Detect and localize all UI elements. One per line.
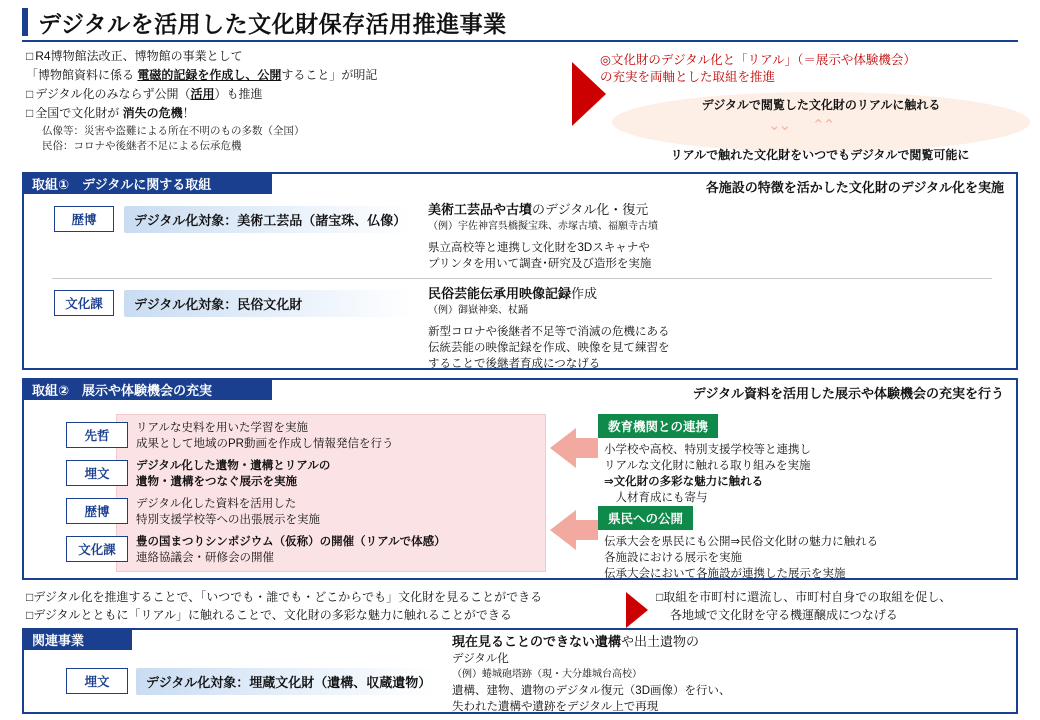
- section-1-headline: 各施設の特徴を活かした文化財のデジタル化を実施: [705, 180, 1004, 195]
- section-2-right-block-1-header: 教育機関との連携: [598, 414, 718, 438]
- red-arrow-small-icon: [626, 592, 648, 628]
- arrow-left-icon-2: [550, 510, 576, 550]
- title-divider: [22, 40, 1018, 42]
- section-2-item-3-text: デジタル化した資料を活用した 特別支援学校等への出張展示を実施: [136, 498, 320, 526]
- intro-bullet-2-underline: 電磁的記録を作成し、公開: [137, 68, 282, 82]
- intro-sub-2: 民俗：コロナや後継者不足による伝承危機: [42, 140, 242, 152]
- chevron-down-icon: ⌄⌄: [768, 117, 790, 134]
- section-2-right-block-1: 教育機関との連携 小学校や高校、特別支援学校等と連携し リアルな文化財に触れる取り組みを実施 ⇒文化財の多彩な魅力に触れる 人材育成にも寄与: [598, 414, 998, 506]
- arrow-left-icon-1: [550, 428, 576, 468]
- intro-bullet-3-underline: 活用: [190, 87, 215, 101]
- bullet-square-icon: □: [26, 49, 34, 63]
- page-title: デジタルを活用した文化財保存活用推進事業: [38, 11, 507, 37]
- section-1-row-1-body-1: 県立高校等と連携し文化財を3Dスキャナや: [428, 242, 650, 254]
- section-3-title-strong: 現在見ることのできない遺構: [452, 634, 622, 649]
- section-3-tab: 関連事業: [22, 628, 132, 650]
- section-2-headline: デジタル資料を活用した展示や体験機会の充実を行う: [692, 386, 1004, 401]
- section-1-row-2-body-3: することで後継者育成につなげる: [428, 358, 601, 370]
- intro-bullets: [26, 48, 586, 154]
- section-1-row-2-example: （例）御嶽神楽、杖踊: [428, 305, 528, 316]
- section-1-row-1-bar: デジタル化対象：美術工芸品（諸宝珠、仏像）: [124, 206, 414, 233]
- section-3-chip: 埋文: [66, 668, 128, 694]
- top-right-line-1: ◎文化財のデジタル化と「リアル」（＝展示や体験機会）: [600, 53, 916, 67]
- intro-sub-1: 仏像等：災害や盗難による所在不明のもの多数（全国）: [42, 125, 305, 137]
- cycle-text-bottom: リアルで触れた文化財をいつでもデジタルで閲覧可能に: [670, 148, 970, 162]
- section-2-item-4-text: 豊の国まつりシンポジウム（仮称）の開催（リアルで体感） 連絡協議会・研修会の開催: [136, 536, 446, 564]
- bullet-square-icon: □: [656, 590, 664, 604]
- section-1-row-2-title-strong: 民俗芸能伝承用映像記録: [428, 286, 572, 301]
- section-3-body-2: 失われた遺構や遺跡をデジタル上で再現: [452, 701, 659, 713]
- intro-bullet-3: □ デジタル化のみならず公開（活用）も推進: [26, 87, 263, 101]
- section-1-row-1-title-strong: 美術工芸品や古墳: [428, 202, 533, 217]
- bullet-square-icon: □: [26, 106, 34, 120]
- section-1-row-2-desc: 民俗芸能伝承用映像記録作成 （例）御嶽神楽、杖踊 新型コロナや後継者不足等で消滅の危機にある 伝統芸能の映像記録を作成、映像を見て練習を することで後継者育成につなげる: [428, 286, 848, 372]
- bottom-note-2: □デジタルとともに「リアル」に触れることで、文化財の多彩な魅力に触れることができる: [26, 608, 512, 622]
- bullet-square-icon: □: [26, 608, 34, 622]
- arrow-2-tail: [576, 520, 598, 540]
- section-1-row-2-body-2: 伝統芸能の映像記録を作成、映像を見て練習を: [428, 342, 670, 354]
- intro-bullet-4-strong: 消失の危機: [122, 106, 183, 120]
- intro-bullet-1: □ R4博物館法改正、博物館の事業として: [26, 49, 243, 63]
- section-2: [22, 378, 1018, 580]
- section-1-row-2-body-1: 新型コロナや後継者不足等で消滅の危機にある: [428, 326, 670, 338]
- section-1-row-1-body-2: プリンタを用いて調査･研究及び造形を実施: [428, 258, 652, 270]
- bullet-square-icon: □: [26, 590, 34, 604]
- bottom-right-note: □取組を市町村に還流し、市町村自身での取組を促し、 各地域で文化財を守る機運醸成につなげる: [656, 590, 952, 622]
- title-accent-bar: [22, 8, 28, 36]
- section-2-item-4-chip: 文化課: [66, 536, 128, 562]
- section-2-item-2-chip: 埋文: [66, 460, 128, 486]
- bottom-note-1: □デジタル化を推進することで、「いつでも・誰でも・どこからでも」文化財を見ることができる: [26, 590, 543, 604]
- bullet-square-icon: □: [26, 87, 34, 101]
- top-right-line-2: の充実を両軸とした取組を推進: [600, 70, 776, 84]
- section-2-item-1-chip: 先哲: [66, 422, 128, 448]
- section-1: [22, 172, 1018, 370]
- section-1-row-1-desc: 美術工芸品や古墳のデジタル化・復元 （例）宇佐神宮呉橋擬宝珠、赤塚古墳、福願寺古墳 県立高校等と連携し文化財を3Dスキャナや プリンタを用いて調査･研究及び造形を実施: [428, 202, 828, 272]
- section-3-desc: 現在見ることのできない遺構や出土遺物の デジタル化 （例）蜷城砲塔跡（現・大分雄城台高校） 遺構、建物、遺物のデジタル復元（3D画像）を行い、 失われた遺構や遺跡をデジタル上で再現: [452, 634, 992, 715]
- section-1-row-2-chip: 文化課: [54, 290, 114, 316]
- section-2-right-block-2-header: 県民への公開: [598, 506, 693, 530]
- intro-bullet-2: 「博物館資料に係る 電磁的記録を作成し、公開すること」が明記: [26, 68, 378, 82]
- bottom-notes: [26, 588, 626, 624]
- section-3-example: （例）蜷城砲塔跡（現・大分雄城台高校）: [452, 669, 642, 680]
- section-2-item-2-text: デジタル化した遺物・遺構とリアルの 遺物・遺構をつなぐ展示を実施: [136, 460, 331, 488]
- section-1-tab: 取組① デジタルに関する取組: [22, 172, 272, 194]
- top-right-statement: [600, 52, 1030, 86]
- section-1-row-1-example: （例）宇佐神宮呉橋擬宝珠、赤塚古墳、福願寺古墳: [428, 221, 658, 232]
- section-1-row-2-bar: デジタル化対象：民俗文化財: [124, 290, 414, 317]
- arrow-1-tail: [576, 438, 598, 458]
- page-title-bar: [0, 6, 1040, 40]
- section-2-item-3-chip: 歴博: [66, 498, 128, 524]
- section-3-bar: デジタル化対象：埋蔵文化財（遺構、収蔵遺物）: [136, 668, 436, 695]
- section-2-tab: 取組② 展示や体験機会の充実: [22, 378, 272, 400]
- section-1-divider: [52, 278, 992, 279]
- section-3-body-1: 遺構、建物、遺物のデジタル復元（3D画像）を行い、: [452, 685, 731, 697]
- cycle-text-top: デジタルで閲覧した文化財のリアルに触れる: [701, 98, 941, 112]
- intro-bullet-4: □ 全国で文化財が 消失の危機！: [26, 106, 195, 120]
- section-2-item-1-text: リアルな史料を用いた学習を実施 成果として地域のPR動画を作成し情報発信を行う: [136, 422, 394, 450]
- chevron-up-icon: ⌃⌃: [812, 117, 834, 134]
- section-1-row-1-chip: 歴博: [54, 206, 114, 232]
- section-3: [22, 628, 1018, 714]
- section-2-right-block-2: 県民への公開 伝承大会を県民にも公開⇒民俗文化財の魅力に触れる 各施設における展示を実施 伝承大会において各施設が連携した展示を実施: [598, 506, 998, 582]
